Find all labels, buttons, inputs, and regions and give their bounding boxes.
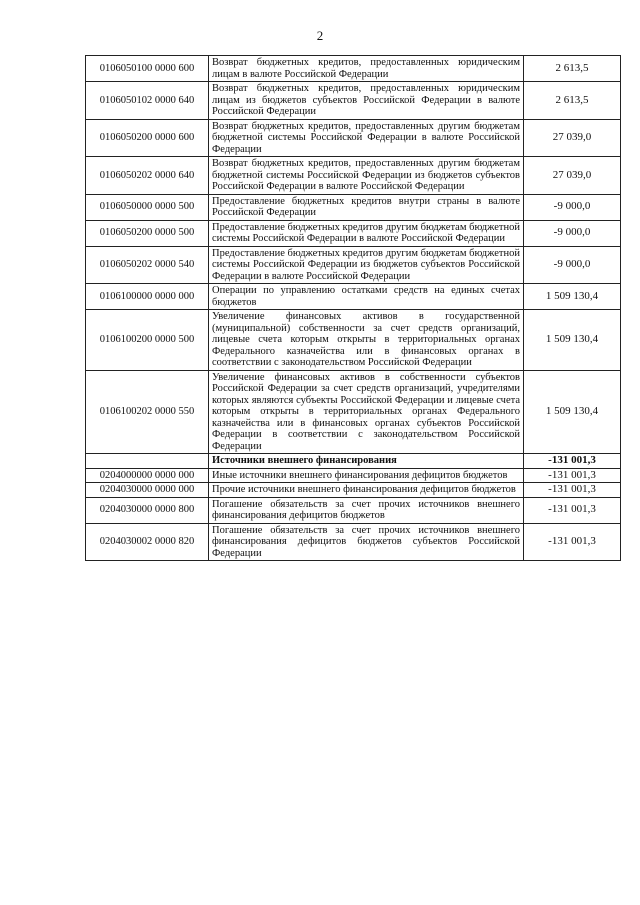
budget-code-cell: 0204030000 0000 800	[86, 497, 209, 523]
description-cell: Предоставление бюджетных кредитов внутри страны в валюте Российской Федерации	[209, 194, 524, 220]
table-row	[86, 454, 621, 469]
amount-cell: 2 613,5	[524, 56, 621, 82]
amount-cell: -131 001,3	[524, 523, 621, 561]
table-row	[86, 157, 621, 195]
budget-sources-table	[85, 55, 621, 561]
budget-code-cell: 0106050102 0000 640	[86, 82, 209, 120]
description-cell: Возврат бюджетных кредитов, предоставленных юридическим лицам из бюджетов субъектов Российской Федерации в валюте Российской Федерации	[209, 82, 524, 120]
budget-code-cell: 0106100000 0000 000	[86, 284, 209, 310]
budget-code-cell: 0106100202 0000 550	[86, 370, 209, 454]
budget-code-cell: 0106050202 0000 640	[86, 157, 209, 195]
description-cell: Погашение обязательств за счет прочих источников внешнего финансирования дефицитов бюджетов	[209, 497, 524, 523]
description-cell: Прочие источники внешнего финансирования дефицитов бюджетов	[209, 483, 524, 498]
table-row	[86, 56, 621, 82]
table-row	[86, 497, 621, 523]
description-cell: Операции по управлению остатками средств на единых счетах бюджетов	[209, 284, 524, 310]
amount-cell: 2 613,5	[524, 82, 621, 120]
description-cell: Погашение обязательств за счет прочих источников внешнего финансирования дефицитов бюджетов субъектов Российской Федерации	[209, 523, 524, 561]
table-body	[86, 56, 621, 561]
description-cell: Предоставление бюджетных кредитов другим бюджетам бюджетной системы Российской Федерации в валюте Российской Федерации	[209, 220, 524, 246]
amount-cell: -9 000,0	[524, 246, 621, 284]
table-row	[86, 370, 621, 454]
description-cell: Возврат бюджетных кредитов, предоставленных другим бюджетам бюджетной системы Российской Федерации из бюджетов субъектов Российской Федерации в валюте Российской Федерации	[209, 157, 524, 195]
budget-code-cell: 0204000000 0000 000	[86, 468, 209, 483]
budget-code-cell	[86, 454, 209, 469]
budget-code-cell: 0106050000 0000 500	[86, 194, 209, 220]
amount-cell: 1 509 130,4	[524, 310, 621, 371]
amount-cell: 1 509 130,4	[524, 370, 621, 454]
description-cell: Возврат бюджетных кредитов, предоставленных другим бюджетам бюджетной системы Российской Федерации в валюте Российской Федерации	[209, 119, 524, 157]
table-row	[86, 82, 621, 120]
table-row	[86, 119, 621, 157]
amount-cell: 1 509 130,4	[524, 284, 621, 310]
amount-cell: -131 001,3	[524, 468, 621, 483]
description-cell: Увеличение финансовых активов в собственности субъектов Российской Федерации за счет средств организаций, учредителями которых являются субъекты Российской Федерации и лицевые счета которым открыты в территориальных органах Федерального казначейства или в финансовых органах субъектов Российской Федерации в соответствии с законодательством Российской Федерации	[209, 370, 524, 454]
description-cell: Возврат бюджетных кредитов, предоставленных юридическим лицам в валюте Российской Федерации	[209, 56, 524, 82]
description-cell: Предоставление бюджетных кредитов другим бюджетам бюджетной системы Российской Федерации из бюджетов субъектов Российской Федерации в валюте Российской Федерации	[209, 246, 524, 284]
amount-cell: -131 001,3	[524, 483, 621, 498]
amount-cell: -9 000,0	[524, 220, 621, 246]
amount-cell: 27 039,0	[524, 157, 621, 195]
table-row	[86, 220, 621, 246]
table-row	[86, 284, 621, 310]
table-row	[86, 483, 621, 498]
table-row	[86, 310, 621, 371]
budget-code-cell: 0106050100 0000 600	[86, 56, 209, 82]
amount-cell: -131 001,3	[524, 497, 621, 523]
budget-code-cell: 0204030002 0000 820	[86, 523, 209, 561]
table-row	[86, 194, 621, 220]
budget-code-cell: 0106050200 0000 500	[86, 220, 209, 246]
description-cell: Иные источники внешнего финансирования дефицитов бюджетов	[209, 468, 524, 483]
description-cell: Источники внешнего финансирования	[209, 454, 524, 469]
budget-code-cell: 0106050202 0000 540	[86, 246, 209, 284]
description-cell: Увеличение финансовых активов в государственной (муниципальной) собственности за счет средств организаций, лицевые счета которым открыты в территориальных органах Федерального казначейства или в финансовых органах в соответствии с законодательством Российской Федерации	[209, 310, 524, 371]
table-row	[86, 246, 621, 284]
amount-cell: -131 001,3	[524, 454, 621, 469]
amount-cell: -9 000,0	[524, 194, 621, 220]
budget-code-cell: 0106050200 0000 600	[86, 119, 209, 157]
budget-code-cell: 0204030000 0000 000	[86, 483, 209, 498]
table-row	[86, 523, 621, 561]
table-row	[86, 468, 621, 483]
budget-code-cell: 0106100200 0000 500	[86, 310, 209, 371]
page-number: 2	[316, 28, 324, 43]
amount-cell: 27 039,0	[524, 119, 621, 157]
